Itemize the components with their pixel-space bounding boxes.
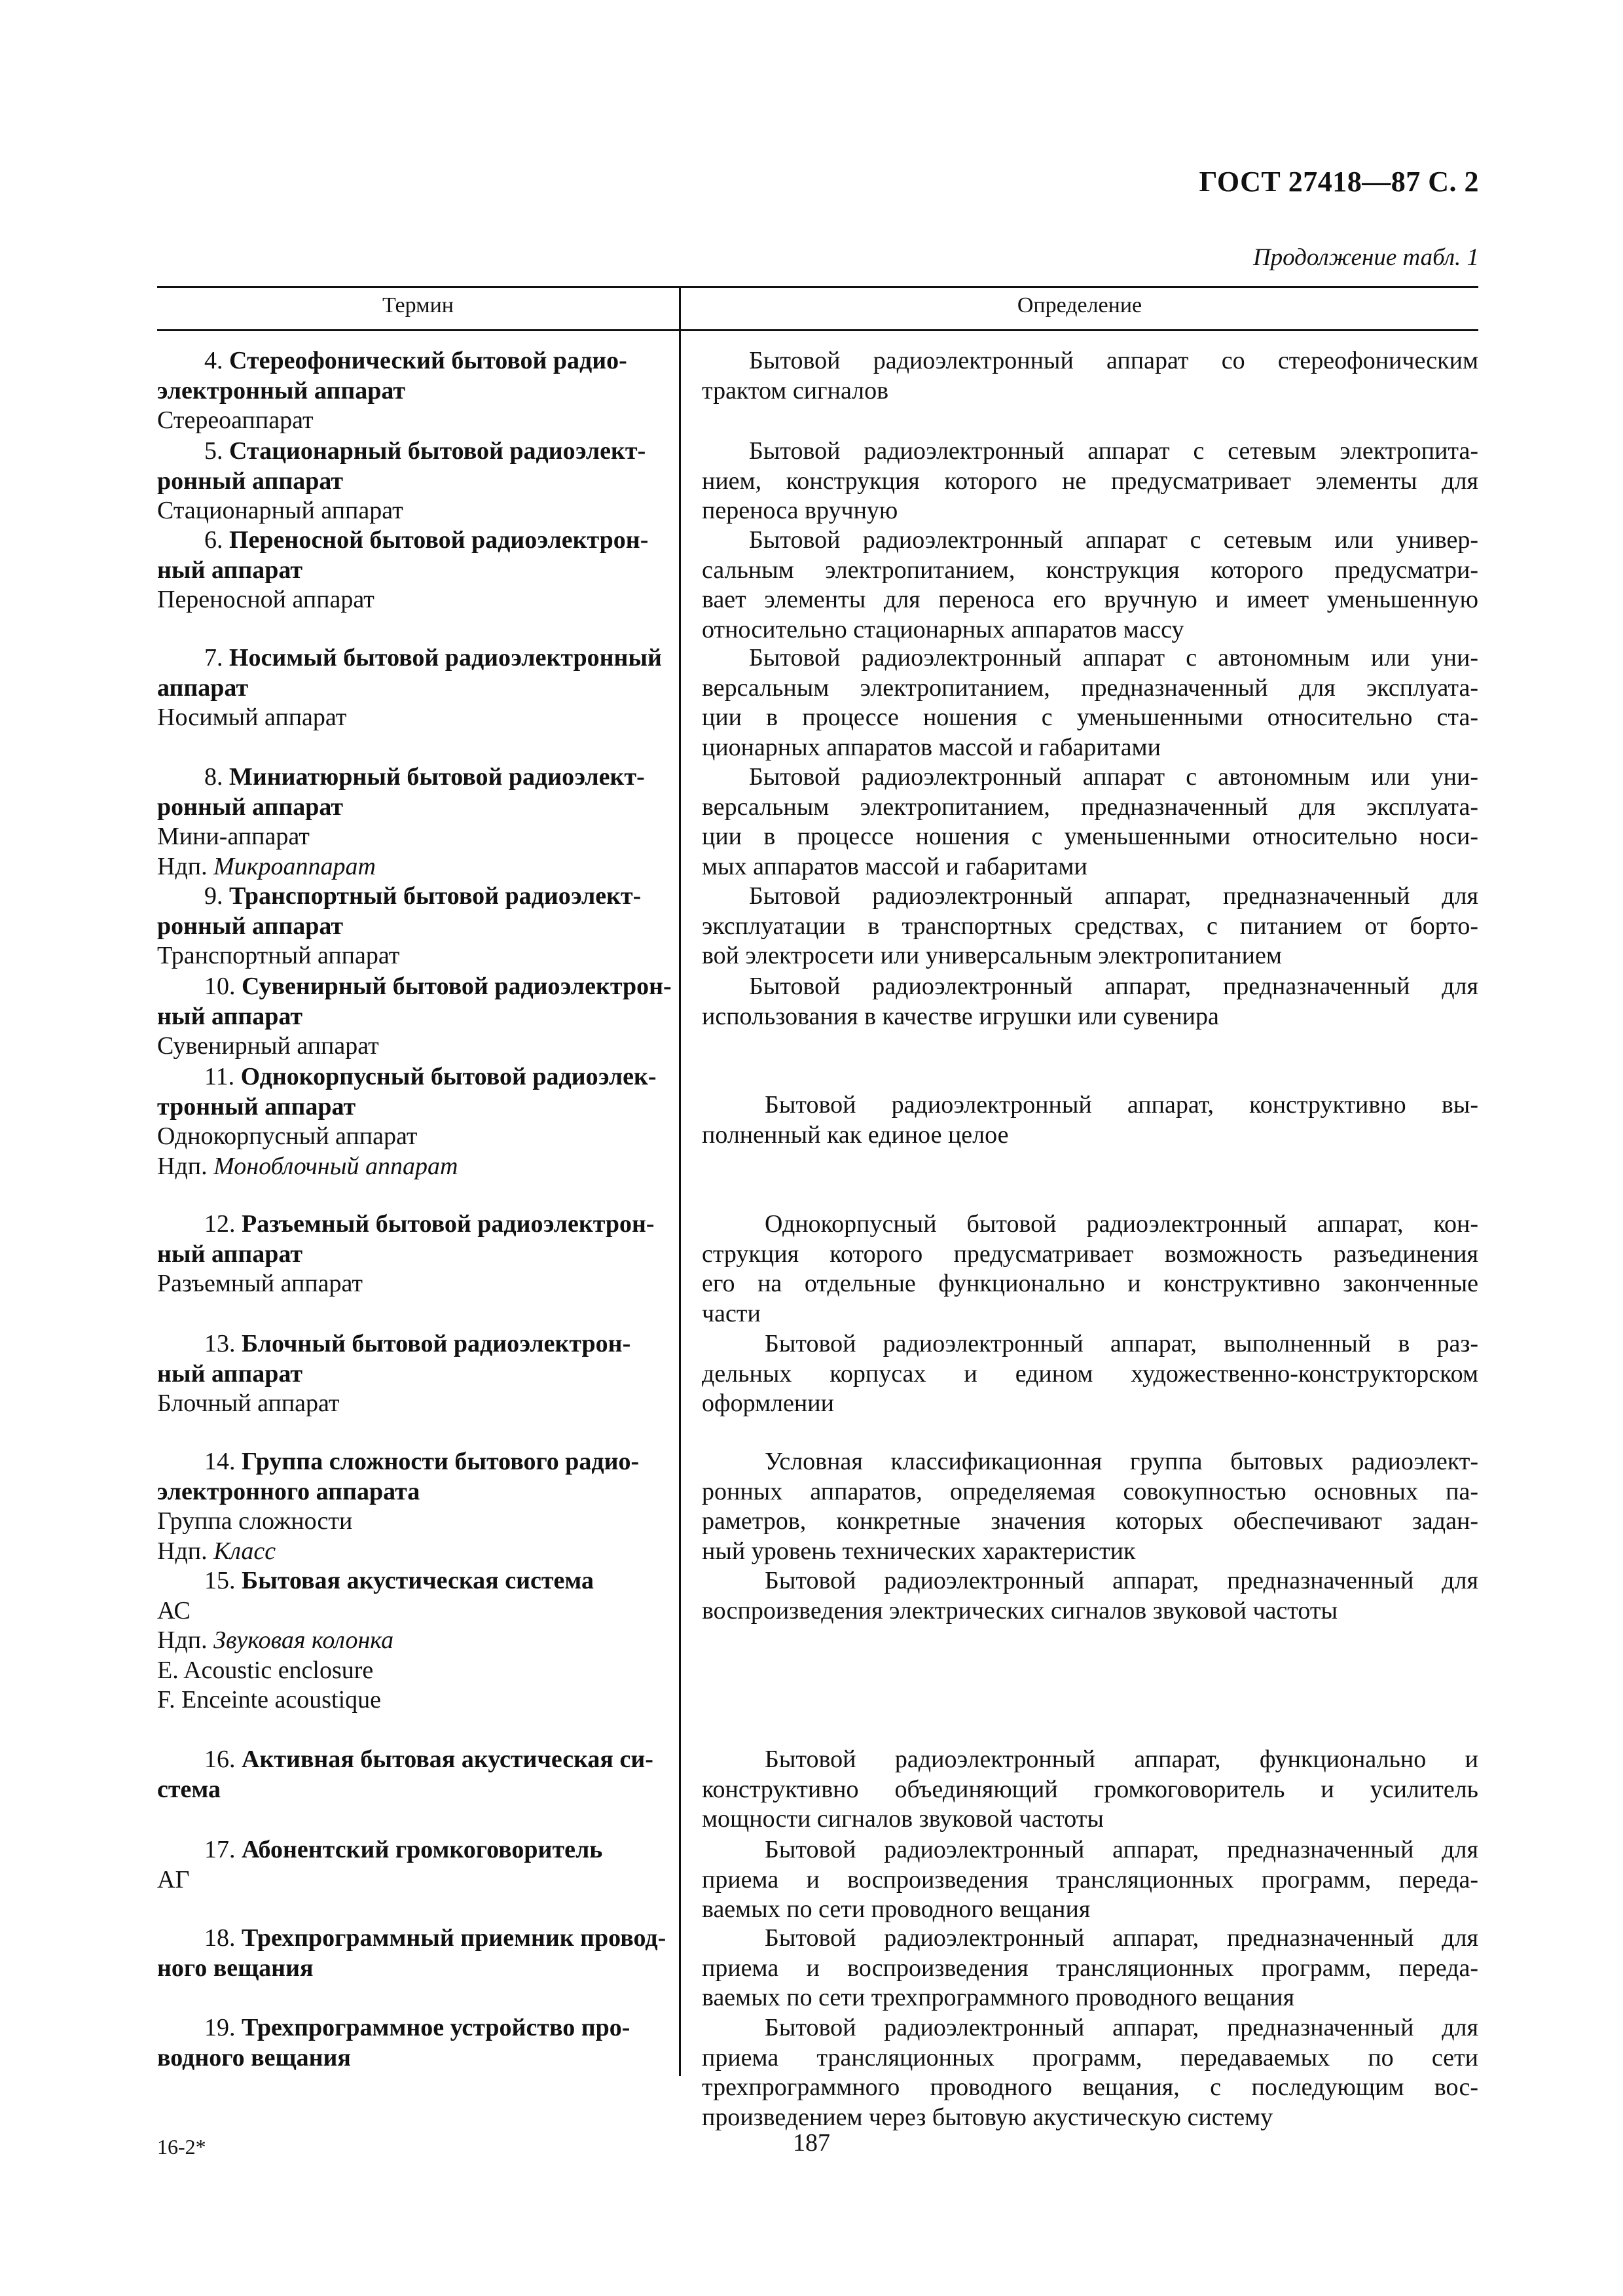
term-synonym-text: Звуковая колонка [213, 1626, 394, 1654]
term-cell [157, 882, 655, 971]
term-line [157, 762, 655, 793]
term-title: Стационарный бытовой радиоэлект- [229, 437, 646, 465]
definition-line: мощности сигналов звуковой частоты [702, 1805, 1104, 1833]
term-line [157, 912, 655, 942]
term-title: Транспортный бытовой радиоэлект- [229, 882, 642, 910]
term-line [157, 1359, 655, 1390]
table-column-divider [679, 286, 681, 2076]
term-line [157, 1002, 655, 1032]
term-cell [157, 1566, 655, 1715]
term-title: тронный аппарат [157, 1092, 356, 1121]
nonrecommended-prefix: Ндп. [157, 1152, 214, 1180]
column-header-term: Термин [382, 293, 454, 317]
definition-line: Бытовой радиоэлектронный аппарат, функционально и [765, 1746, 1478, 1773]
definition-line: конструктивно объединяющий громкоговоритель и усилитель [702, 1775, 1478, 1803]
definition-line: вает элементы для переноса его вручную и имеет уменьшенную [702, 586, 1478, 613]
term-cell [157, 526, 655, 615]
term-synonym [157, 703, 655, 733]
definition-line: Условная классификационная группа бытовых радиоэлект- [765, 1448, 1478, 1475]
term-title: Абонентский громкоговоритель [242, 1836, 603, 1863]
term-cell [157, 1447, 655, 1566]
definition-line: версальным электропитанием, предназначенный для эксплуата- [702, 793, 1478, 821]
term-line [157, 556, 655, 586]
definition-line: вой электросети или универсальным электропитанием [702, 942, 1282, 969]
term-title: ный аппарат [157, 1240, 303, 1268]
term-title: ный аппарат [157, 1359, 303, 1388]
term-synonym-text: Разъемный аппарат [157, 1270, 363, 1297]
term-title: Миниатюрный бытовой радиоэлект- [229, 763, 645, 791]
term-line [157, 793, 655, 823]
term-line [157, 882, 655, 912]
nonrecommended-term [157, 852, 655, 882]
term-line [157, 1745, 655, 1775]
term-cell [157, 1745, 655, 1804]
term-number: 16. [204, 1746, 236, 1773]
definition-line: Бытовой радиоэлектронный аппарат, предназначенный для [765, 1924, 1478, 1952]
term-synonym [157, 406, 655, 436]
definition-line: части [702, 1299, 761, 1327]
term-number: 9. [204, 882, 223, 910]
term-cell [157, 972, 672, 1062]
definition-line: Бытовой радиоэлектронный аппарат со стереофоническим [749, 347, 1478, 374]
definition-line: Бытовой радиоэлектронный аппарат с сетевым или универ- [749, 526, 1478, 554]
definition-cell [702, 1090, 1478, 1150]
definition-line: Бытовой радиоэлектронный аппарат, предназначенный для [765, 2014, 1478, 2041]
term-line [157, 467, 655, 497]
term-synonym [157, 1596, 655, 1626]
definition-line: Бытовой радиоэлектронный аппарат, предназначенный для [749, 973, 1478, 1000]
document-title: ГОСТ 27418—87 С. 2 [1199, 166, 1479, 198]
term-number: 8. [204, 763, 223, 791]
term-title: водного вещания [157, 2043, 351, 2072]
term-title: аппарат [157, 673, 249, 702]
term-line [157, 1447, 655, 1477]
term-synonym-text: Класс [213, 1537, 276, 1565]
term-title: ный аппарат [157, 556, 303, 584]
definition-line: относительно стационарных аппаратов массу [702, 615, 1184, 643]
term-title: Стереофонический бытовой радио- [229, 347, 627, 374]
term-synonym-text: Носимый аппарат [157, 704, 347, 731]
definition-cell [702, 1329, 1478, 1419]
nonrecommended-term [157, 1152, 655, 1182]
term-line [157, 1954, 655, 1984]
term-synonym-text: Переносной аппарат [157, 586, 374, 613]
definition-line: сальным электропитанием, конструкция которого предусматри- [702, 556, 1478, 584]
term-title: Носимый бытовой радиоэлектронный [229, 644, 662, 672]
definition-line: ции в процессе ношения с уменьшенными относительно ста- [702, 704, 1478, 731]
definition-line: ваемых по сети трехпрограммного проводного вещания [702, 1984, 1295, 2011]
term-line [157, 346, 655, 376]
term-synonym-text: Мини-аппарат [157, 823, 310, 850]
term-number: 11. [204, 1063, 235, 1090]
definition-line: ный уровень технических характеристик [702, 1537, 1136, 1565]
table-top-rule [157, 286, 1478, 288]
table-continuation-note: Продолжение табл. 1 [1252, 244, 1479, 271]
definition-line: Бытовой радиоэлектронный аппарат, выполненный в раз- [765, 1330, 1478, 1357]
term-line [157, 1329, 655, 1359]
term-synonym [157, 941, 655, 971]
term-synonym [157, 1031, 655, 1062]
definition-line: нием, конструкция которого не предусматривает элементы для [702, 467, 1478, 495]
term-cell [157, 1924, 666, 1983]
definition-cell [702, 526, 1478, 645]
term-cell [157, 1835, 655, 1895]
footer-print-code: 16-2* [157, 2135, 206, 2159]
definition-cell [702, 1745, 1478, 1835]
definition-line: ронных аппаратов, определяемая совокупностью основных па- [702, 1477, 1478, 1505]
definition-line: трактом сигналов [702, 376, 889, 404]
term-synonym-text: АС [157, 1596, 191, 1624]
term-title: ронный аппарат [157, 467, 344, 495]
definition-line: Бытовой радиоэлектронный аппарат с автономным или уни- [749, 763, 1478, 791]
term-title: Группа сложности бытового радио- [242, 1448, 640, 1475]
term-cell [157, 762, 655, 882]
definition-cell [702, 643, 1478, 762]
term-title: Переносной бытовой радиоэлектрон- [229, 526, 649, 554]
term-cell [157, 1210, 655, 1299]
definition-line: Однокорпусный бытовой радиоэлектронный аппарат, кон- [765, 1210, 1478, 1238]
term-number: 4. [204, 347, 223, 374]
term-synonym-text: Стереоаппарат [157, 406, 314, 434]
definition-line: Бытовой радиоэлектронный аппарат с автономным или уни- [749, 644, 1478, 672]
table-header-rule [157, 329, 1478, 331]
nonrecommended-prefix: Ндп. [157, 1626, 214, 1654]
term-number: 6. [204, 526, 223, 554]
definition-line: раметров, конкретные значения которых обеспечивают задан- [702, 1507, 1478, 1535]
term-cell [157, 346, 655, 436]
definition-line: оформлении [702, 1390, 834, 1417]
term-number: 5. [204, 437, 223, 465]
term-line [157, 526, 655, 556]
term-title: Разъемный бытовой радиоэлектрон- [242, 1210, 655, 1238]
term-line [157, 1924, 666, 1954]
term-synonym-text: Моноблочный аппарат [213, 1152, 458, 1180]
term-line [157, 437, 655, 467]
term-title: Бытовая акустическая система [242, 1567, 594, 1594]
term-cell [157, 2013, 655, 2073]
definition-cell [702, 1835, 1478, 1925]
nonrecommended-term [157, 1537, 655, 1567]
term-title: Однокорпусный бытовой радиоэлек- [240, 1063, 657, 1090]
definition-cell [702, 1924, 1478, 2013]
definition-line: мых аппаратов массой и габаритами [702, 852, 1087, 880]
term-number: 7. [204, 644, 223, 672]
term-synonym [157, 1685, 655, 1715]
definition-line: версальным электропитанием, предназначенный для эксплуата- [702, 673, 1478, 702]
term-synonym [157, 1389, 655, 1419]
term-line [157, 376, 655, 406]
definition-line: Бытовой радиоэлектронный аппарат, предназначенный для [765, 1567, 1478, 1594]
term-synonym-text: Микроаппарат [213, 852, 376, 880]
terms-table [157, 286, 1478, 2131]
term-synonym [157, 585, 655, 615]
definition-cell [702, 1566, 1478, 1626]
term-synonym-text: E. Acoustic enclosure [157, 1656, 374, 1684]
term-number: 13. [204, 1330, 236, 1357]
column-header-definition: Определение [1017, 293, 1142, 317]
term-title: электронный аппарат [157, 376, 406, 404]
term-synonym [157, 1507, 655, 1537]
definition-line: Бытовой радиоэлектронный аппарат с сетевым электропита- [749, 437, 1478, 465]
term-line [157, 2043, 655, 2073]
term-line [157, 1092, 655, 1122]
term-title: Блочный бытовой радиоэлектрон- [242, 1330, 631, 1357]
term-synonym-text: F. Enceinte acoustique [157, 1686, 382, 1713]
term-synonym [157, 1269, 655, 1299]
definition-cell [702, 762, 1478, 882]
definition-cell [702, 972, 1478, 1031]
term-number: 18. [204, 1924, 236, 1952]
term-synonym [157, 1656, 655, 1686]
definition-cell [702, 346, 1478, 406]
term-title: электронного аппарата [157, 1477, 420, 1505]
term-title: ного вещания [157, 1954, 314, 1982]
term-number: 10. [204, 973, 236, 1000]
definition-line: ваемых по сети проводного вещания [702, 1895, 1091, 1923]
term-synonym [157, 496, 655, 526]
term-synonym [157, 1865, 655, 1895]
nonrecommended-term [157, 1626, 655, 1656]
term-title: Активная бытовая акустическая си- [242, 1746, 653, 1773]
nonrecommended-prefix: Ндп. [157, 1537, 214, 1565]
term-synonym-text: Однокорпусный аппарат [157, 1122, 418, 1150]
definition-cell [702, 882, 1478, 971]
definition-line: приема и воспроизведения трансляционных программ, переда- [702, 1954, 1478, 1982]
definition-line: полненный как единое целое [702, 1121, 1009, 1149]
term-cell [157, 1329, 655, 1419]
definition-line: Бытовой радиоэлектронный аппарат, конструктивно вы- [765, 1091, 1478, 1119]
term-line [157, 1566, 655, 1596]
term-number: 12. [204, 1210, 236, 1238]
term-line [157, 1062, 655, 1092]
definition-line: ционарных аппаратов массой и габаритами [702, 733, 1161, 761]
definition-line: Бытовой радиоэлектронный аппарат, предназначенный для [765, 1836, 1478, 1863]
definition-cell [702, 2013, 1478, 2132]
term-number: 14. [204, 1448, 236, 1475]
definition-line: воспроизведения электрических сигналов звуковой частоты [702, 1596, 1338, 1624]
definition-line: Бытовой радиоэлектронный аппарат, предназначенный для [749, 882, 1478, 910]
term-synonym-text: Блочный аппарат [157, 1390, 340, 1417]
definition-line: использования в качестве игрушки или сувенира [702, 1002, 1219, 1030]
term-synonym-text: Сувенирный аппарат [157, 1032, 379, 1060]
term-number: 17. [204, 1836, 236, 1863]
definition-line: произведением через бытовую акустическую систему [702, 2103, 1273, 2131]
term-line [157, 1477, 655, 1507]
term-cell [157, 643, 662, 733]
term-synonym [157, 1122, 655, 1152]
term-title: Трехпрограммное устройство про- [242, 2014, 630, 2041]
page-number: 187 [793, 2129, 830, 2157]
term-synonym-text: Группа сложности [157, 1507, 353, 1535]
definition-line: трехпрограммного проводного вещания, с последующим вос- [702, 2073, 1478, 2101]
definition-line: его на отдельные функционально и конструктивно законченные [702, 1270, 1478, 1297]
definition-line: дельных корпусах и едином художественно-конструкторском [702, 1359, 1478, 1388]
definition-line: переноса вручную [702, 497, 898, 524]
term-synonym [157, 822, 655, 852]
term-title: Трехпрограммный приемник провод- [242, 1924, 666, 1952]
term-cell [157, 437, 655, 526]
term-title: ный аппарат [157, 1002, 303, 1030]
term-line [157, 2013, 655, 2043]
term-synonym-text: Стационарный аппарат [157, 497, 403, 524]
definition-line: ции в процессе ношения с уменьшенными относительно носи- [702, 823, 1478, 850]
term-number: 15. [204, 1567, 236, 1594]
term-synonym-text: Транспортный аппарат [157, 942, 400, 969]
definition-line: эксплуатации в транспортных средствах, с питанием от борто- [702, 912, 1478, 940]
term-number: 19. [204, 2014, 236, 2041]
definition-cell [702, 1447, 1478, 1566]
term-title: ронный аппарат [157, 793, 344, 821]
term-title: ронный аппарат [157, 912, 344, 940]
term-line [157, 673, 655, 704]
term-cell [157, 1062, 655, 1181]
term-title: стема [157, 1775, 221, 1803]
definition-line: струкция которого предусматривает возможность разъединения [702, 1240, 1478, 1268]
term-line [157, 1775, 655, 1805]
term-title: Сувенирный бытовой радиоэлектрон- [242, 973, 672, 1000]
definition-line: приема трансляционных программ, передаваемых по сети [702, 2043, 1478, 2072]
term-line [157, 643, 662, 673]
term-synonym-text: АГ [157, 1865, 190, 1893]
term-line [157, 1240, 655, 1270]
definition-cell [702, 437, 1478, 526]
term-line [157, 1210, 655, 1240]
definition-cell [702, 1210, 1478, 1329]
definition-line: приема и воспроизведения трансляционных программ, переда- [702, 1865, 1478, 1893]
term-line [157, 1835, 655, 1865]
term-line [157, 972, 672, 1002]
nonrecommended-prefix: Ндп. [157, 852, 214, 880]
